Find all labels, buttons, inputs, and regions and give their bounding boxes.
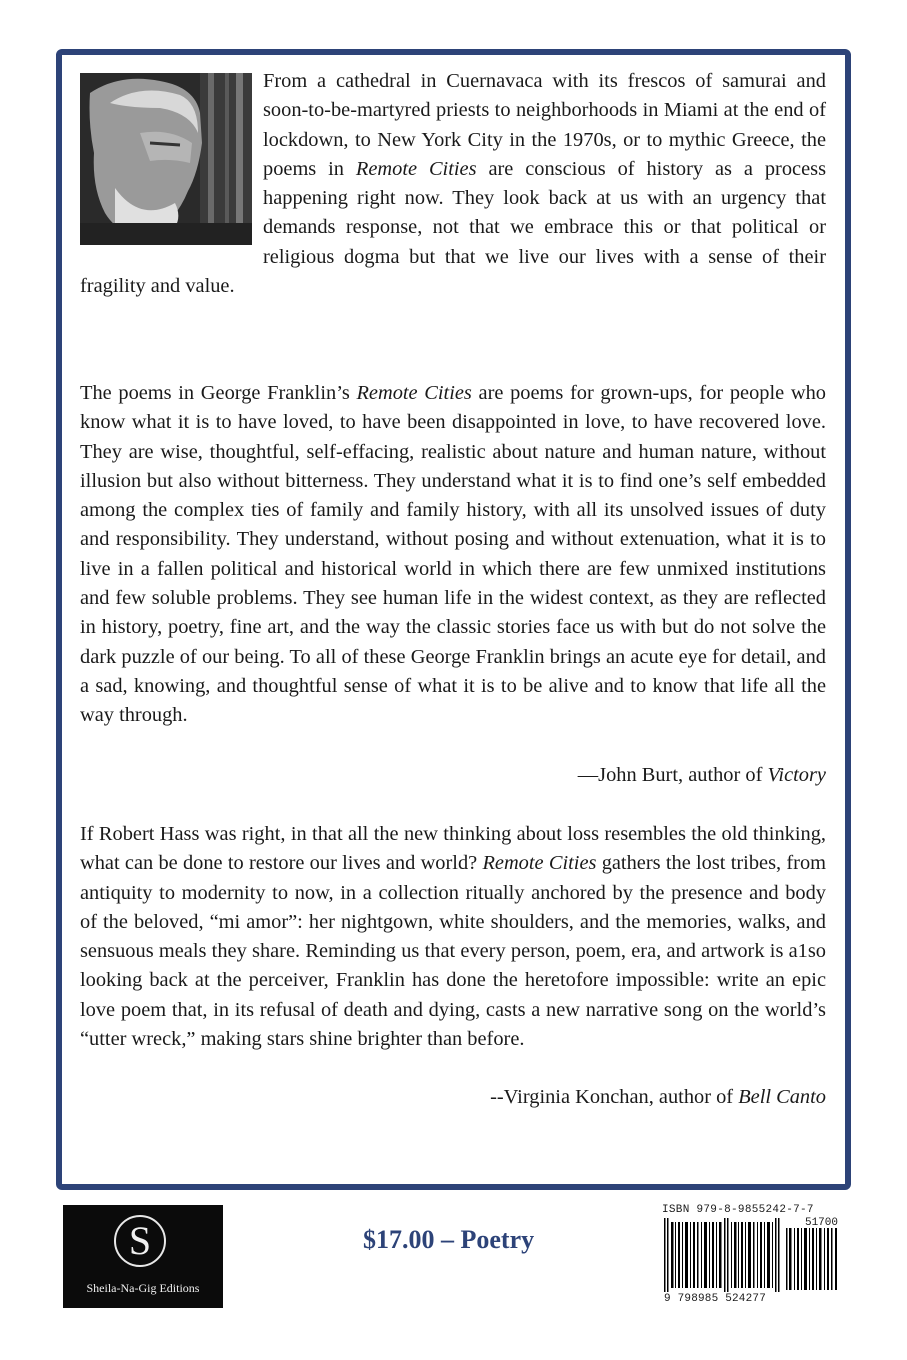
review-2-attribution-name: --Virginia Konchan, author of — [490, 1086, 739, 1108]
barcode-bars — [662, 1218, 840, 1294]
blurb-text-2: are conscious of history as a process happening right now. They look back at us with an urgency that demands response, not that we embrace this or that political or religious dogma but that we live our lives with a sense of their fragility and value. — [80, 157, 826, 298]
review-2-attribution-book: Bell Canto — [738, 1086, 826, 1108]
publisher-logo-emblem — [114, 1215, 166, 1267]
review-2-book-title: Remote Cities — [482, 852, 597, 875]
blurb-text-1: From a cathedral in Cuernavaca with its frescos of samurai and soon-to-be-martyred priests to neighborhoods in Miami at the end of lockdown, to New York City in the 1970s, or to mythic Greece, the poems in — [263, 70, 826, 180]
review-1-attribution — [578, 761, 826, 790]
isbn-label: ISBN 979-8-9855242-7-7 — [662, 1204, 814, 1216]
review-2-text-2: gathers the lost tribes, from antiquity to modernity to now, in a collection ritually anchored by the presence and body of the beloved, “mi amor”: her nightgown, white shoulders, and the memories, walks, and sensuous meals they share. Reminding us that every person, poem, era, and artwork is a1so looking back at the perceiver, Franklin has done the heretofore impossible: write an epic love poem that, in its refusal of death and dying, casts a new narrative song on the world’s “utter wreck,” making stars shine brighter than before. — [80, 852, 826, 1051]
review-1-book-title: Remote Cities — [356, 382, 472, 404]
review-2-text-1: If Robert Hass was right, in that all the new thinking about loss resembles the old thinking, what can be done to restore our lives and world? — [80, 823, 826, 875]
blurb-book-title: Remote Cities — [355, 157, 477, 180]
review-1-attribution-name: —John Burt, author of — [577, 764, 768, 786]
review-1-text-2: are poems for grown-ups, for people who know what it is to have loved, to have been disappointed in love, to have recovered love. They are wise, thoughtful, self-effacing, realistic about nature and human nature, without illusion but also without bitterness. They understand what it is to find one’s self embedded among the complex ties of family and family history, with all its unsolved issues of duty and responsibility. They understand, without posing and without extenuation, what it is to live in a fallen political and historical world in which there are few unmixed institutions and few soluble problems. They see human life in the widest context, as they are reflected in history, poetry, fine art, and the way the classic stories face us with but do not solve the dark puzzle of our being. To all of these George Franklin brings an acute eye for detail, and a sad, knowing, and thoughtful sense of what it is to be alive and to know that life all the way through. — [80, 382, 826, 727]
blurb-paragraph — [80, 67, 826, 301]
review-1-paragraph — [80, 379, 826, 731]
publisher-name: Sheila-Na-Gig Editions — [86, 1281, 200, 1295]
price-genre-label: $17.00 – Poetry — [363, 1225, 535, 1254]
isbn-barcode — [662, 1204, 840, 1306]
review-1-text-1: The poems in George Franklin’s — [80, 382, 357, 404]
publisher-initial: S — [128, 1218, 152, 1263]
review-2-attribution — [490, 1083, 826, 1112]
photo-wrap-spacer — [80, 67, 263, 243]
review-2-paragraph — [80, 820, 826, 1054]
barcode-price-code: 51700 — [804, 1217, 838, 1229]
review-1-attribution-book: Victory — [767, 764, 826, 786]
barcode-digits: 9 798985 524277 — [664, 1293, 767, 1305]
publisher-logo — [63, 1205, 223, 1308]
